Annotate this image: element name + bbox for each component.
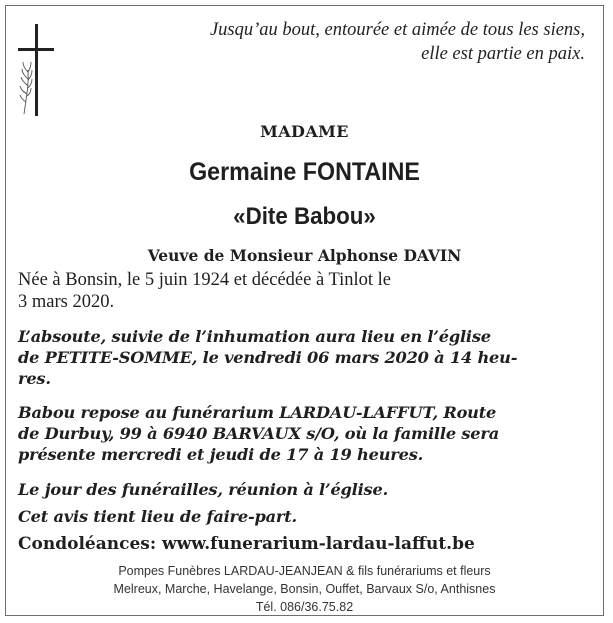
condolences-line: Condoléances: www.funerarium-lardau-laffut.be xyxy=(18,534,475,554)
footer-line-2: Melreux, Marche, Havelange, Bonsin, Ouffet, Barvaux S/o, Anthisnes xyxy=(113,582,496,596)
epigraph xyxy=(115,18,585,66)
faire-part-note: Cet avis tient lieu de faire-part. xyxy=(18,507,297,526)
ceremony-paragraph xyxy=(18,326,598,389)
ceremony-line-3: res. xyxy=(18,369,51,388)
spouse-line: Veuve de Monsieur Alphonse DAVIN xyxy=(147,246,462,265)
wake-paragraph xyxy=(18,402,598,465)
cross-wheat-icon xyxy=(16,24,56,116)
ceremony-line-2: de PETITE-SOMME, le vendredi 06 mars 2020 à 14 heu- xyxy=(18,348,518,367)
footer-line-1: Pompes Funèbres LARDAU-JEANJEAN & fils funérariums et fleurs xyxy=(118,564,491,578)
footer-line-3: Tél. 086/36.75.82 xyxy=(255,600,354,614)
ceremony-line-1: L’absoute, suivie de l’inhumation aura lieu en l’église xyxy=(18,327,491,346)
birth-death-paragraph xyxy=(18,269,598,313)
epigraph-line-2: elle est partie en paix. xyxy=(421,44,585,64)
wake-line-1: Babou repose au funérarium LARDAU-LAFFUT, Route xyxy=(18,403,497,422)
wake-line-2: de Durbuy, 99 à 6940 BARVAUX s/O, où la famille sera xyxy=(18,424,499,443)
birth-death-line-1: Née à Bonsin, le 5 juin 1924 et décédée à Tinlot le xyxy=(18,270,392,290)
deceased-name: Germaine FONTAINE xyxy=(189,158,420,186)
birth-death-line-2: 3 mars 2020. xyxy=(18,292,115,312)
wake-line-3: présente mercredi et jeudi de 17 à 19 heures. xyxy=(18,445,424,464)
funeral-home-footer xyxy=(6,562,603,616)
obituary-notice xyxy=(5,5,604,616)
honorific: MADAME xyxy=(260,122,349,141)
funeral-meeting: Le jour des funérailles, réunion à l’église. xyxy=(18,480,389,499)
nickname: «Dite Babou» xyxy=(233,203,376,230)
epigraph-line-1: Jusqu’au bout, entourée et aimée de tous les siens, xyxy=(209,20,585,40)
